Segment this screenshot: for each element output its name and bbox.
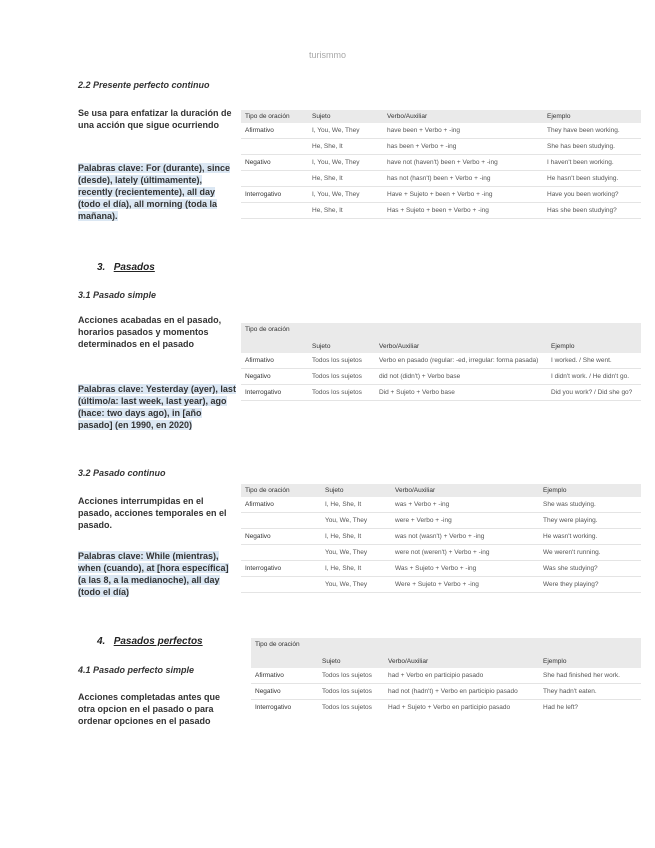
table-header: Sujeto bbox=[318, 638, 384, 668]
table-row: Negativo I, He, She, It was not (wasn't) + Verbo + -ing He wasn't working. bbox=[241, 529, 641, 545]
table-present-perfect-continuous bbox=[241, 110, 641, 219]
section-3-2-title: 3.2 Pasado continuo bbox=[78, 468, 166, 478]
document-header: turismmo bbox=[308, 50, 346, 60]
table-header: Verbo/Auxiliar bbox=[375, 323, 547, 353]
table-row: He, She, It has been + Verbo + -ing She has been studying. bbox=[241, 139, 641, 155]
table-row: Afirmativo Todos los sujetos had + Verbo en participio pasado She had finished her work. bbox=[251, 668, 641, 684]
section-3-1-description: Acciones acabadas en el pasado, horarios pasados y momentos determinados en el pasado bbox=[78, 315, 222, 349]
section-3-2-keywords: Palabras clave: While (mientras), when (cuando), at [hora específica] (a las 8, a la medianoche), all day (todo el día) bbox=[78, 551, 229, 597]
table-row: Negativo Todos los sujetos had not (hadn't) + Verbo en participio pasado They hadn't eaten. bbox=[251, 684, 641, 700]
table-row: You, We, They were + Verbo + -ing They were playing. bbox=[241, 513, 641, 529]
table-row: He, She, It has not (hasn't) been + Verbo + -ing He hasn't been studying. bbox=[241, 171, 641, 187]
table-header: Tipo de oración bbox=[241, 323, 308, 353]
table-header: Verbo/Auxiliar bbox=[391, 484, 539, 497]
table-row: Afirmativo Todos los sujetos Verbo en pasado (regular: -ed, irregular: forma pasada) I worked. / She went. bbox=[241, 353, 641, 369]
section-4-1-title: 4.1 Pasado perfecto simple bbox=[78, 665, 195, 675]
table-past-continuous bbox=[241, 484, 641, 593]
table-header: Ejemplo bbox=[539, 638, 641, 668]
table-row: He, She, It Has + Sujeto + been + Verbo + -ing Has she been studying? bbox=[241, 203, 641, 219]
table-header: Sujeto bbox=[308, 323, 375, 353]
table-row: Interrogativo I, He, She, It Was + Sujeto + Verbo + -ing Was she studying? bbox=[241, 561, 641, 577]
section-3-1-keywords: Palabras clave: Yesterday (ayer), last (último/a: last week, last year), ago (hace: two days ago), in [año pasado] (en 1990, en 2020) bbox=[78, 384, 236, 430]
table-header: Verbo/Auxiliar bbox=[383, 110, 543, 123]
section-2-2-keywords: Palabras clave: For (durante), since (desde), lately (últimamente), recently (recientemente), all day (todo el día), all morning (toda la mañana). bbox=[78, 163, 231, 221]
table-row: Interrogativo Todos los sujetos Did + Sujeto + Verbo base Did you work? / Did she go? bbox=[241, 385, 641, 401]
section-3-2-description: Acciones interrumpidas en el pasado, acciones temporales en el pasado. bbox=[78, 496, 227, 530]
section-2-2-description: Se usa para enfatizar la duración de una acción que sigue ocurriendo bbox=[78, 108, 232, 130]
table-header: Ejemplo bbox=[539, 484, 641, 497]
table-header: Tipo de oración bbox=[251, 638, 318, 668]
table-past-perfect-simple bbox=[251, 638, 641, 715]
table-header: Sujeto bbox=[321, 484, 391, 497]
section-4-1-description: Acciones completadas antes que otra opcion en el pasado o para ordenar opciones en el pasado bbox=[78, 692, 221, 726]
table-row: Negativo Todos los sujetos did not (didn't) + Verbo base I didn't work. / He didn't go. bbox=[241, 369, 641, 385]
table-header: Ejemplo bbox=[547, 323, 641, 353]
table-header: Tipo de oración bbox=[241, 110, 308, 123]
section-3-heading: 3. Pasados bbox=[97, 262, 155, 273]
section-3-1-title: 3.1 Pasado simple bbox=[78, 290, 157, 300]
table-header: Tipo de oración bbox=[241, 484, 321, 497]
section-4-heading: 4. Pasados perfectos bbox=[97, 636, 203, 647]
table-row: You, We, They were not (weren't) + Verbo + -ing We weren't running. bbox=[241, 545, 641, 561]
section-2-2-title: 2.2 Presente perfecto continuo bbox=[78, 80, 210, 90]
table-header: Verbo/Auxiliar bbox=[384, 638, 539, 668]
table-past-simple bbox=[241, 323, 641, 401]
table-header: Ejemplo bbox=[543, 110, 641, 123]
table-row: Afirmativo I, He, She, It was + Verbo + -ing She was studying. bbox=[241, 497, 641, 513]
table-row: Afirmativo I, You, We, They have been + Verbo + -ing They have been working. bbox=[241, 123, 641, 139]
table-row: Interrogativo Todos los sujetos Had + Sujeto + Verbo en participio pasado Had he left? bbox=[255, 704, 579, 711]
table-header: Sujeto bbox=[308, 110, 383, 123]
table-row: Interrogativo I, You, We, They Have + Sujeto + been + Verbo + -ing Have you been working? bbox=[241, 187, 641, 203]
table-row: You, We, They Were + Sujeto + Verbo + -ing Were they playing? bbox=[241, 577, 641, 593]
table-row: Negativo I, You, We, They have not (haven't) been + Verbo + -ing I haven't been working. bbox=[241, 155, 641, 171]
